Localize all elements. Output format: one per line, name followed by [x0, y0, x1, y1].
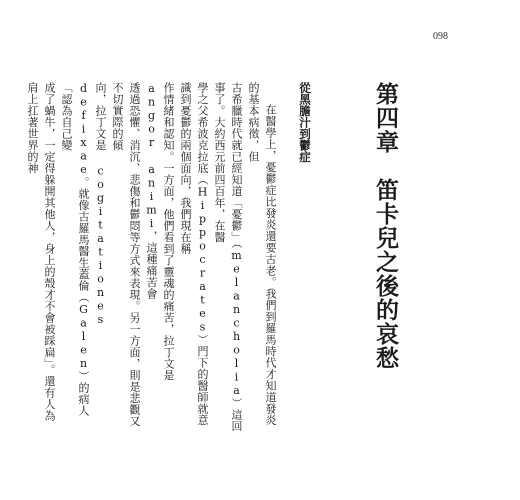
page-number: 098 — [433, 31, 448, 42]
body-paragraph — [26, 82, 279, 432]
body-line: 透過恐懼、消沉、悲傷和鬱悶等方式來表現。另一方面，則是悲觀又不切實際的傾 — [111, 82, 141, 427]
chapter-title: 第四章 笛卡兒之後的哀愁 — [372, 82, 398, 370]
body-line: 學之父希波克拉底（Hippocrates）門下的醫師就意識到憂鬱的兩個面向，我們現在稱 — [179, 82, 209, 426]
body-line: 在醫學上，憂鬱症比發炎還要古老。我們到羅馬時代才知道發炎的基本病徵，但 — [247, 82, 277, 426]
body-line: 作情緒和認知。一方面，他們看到了靈魂的痛苦，拉丁文是 angor animi，這種痛苦會 — [145, 82, 175, 381]
body-line: 成了蝸牛，一定得躲開其他人，身上的殼才不會被踩扁」。還有人為肩上扛著世界的神 — [26, 82, 56, 422]
body-line: 古希臘時代就已經知道「憂鬱」（melancholia）這回事了。大約西元前四百年，在醫 — [213, 82, 243, 432]
body-line: 向，拉丁文是 cogitationes defixae。就像古羅馬醫生蓋倫（Galen）的病人「認為自己變 — [60, 82, 107, 417]
section-title: 從黑膽汁到鬱症 — [298, 82, 312, 163]
